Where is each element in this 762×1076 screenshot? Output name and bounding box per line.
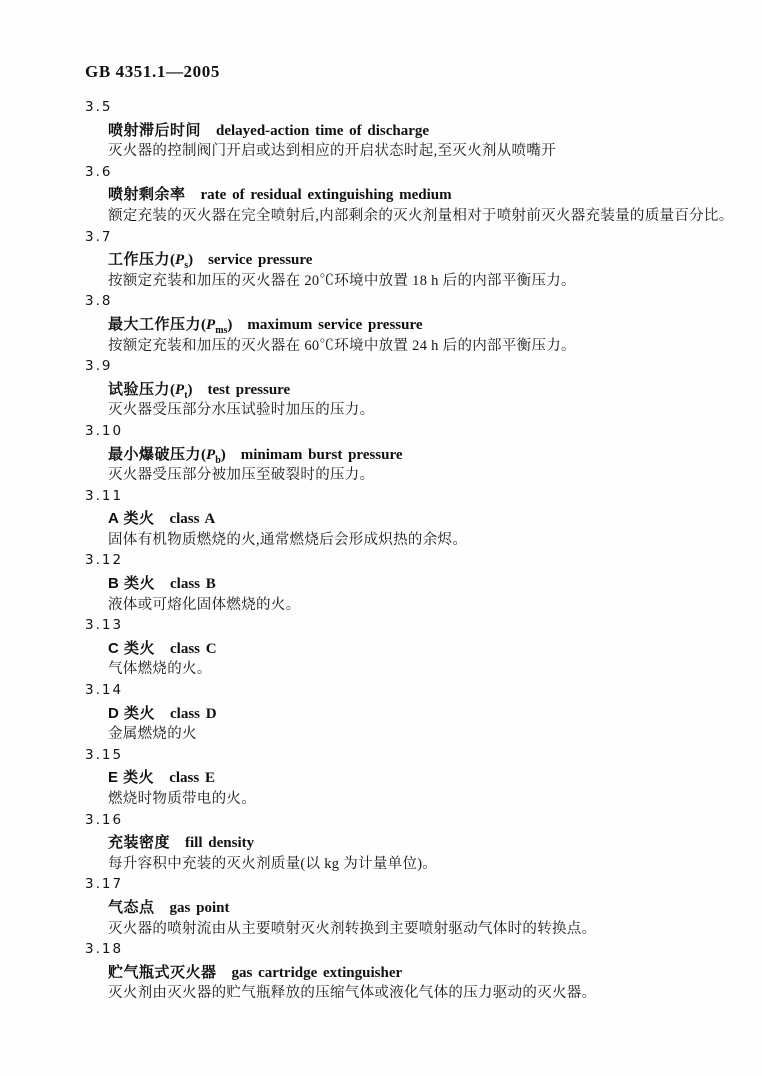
symbol-open-paren: ( [201,446,207,463]
symbol-base: P [206,316,216,333]
symbol-close-paren: ) [187,381,193,398]
term-line [85,445,735,466]
term-line [85,768,735,789]
definition-section [85,810,735,875]
definition-text: 灭火器的控制阀门开启或达到相应的开启状态时起,至灭火剂从喷嘴开 [108,143,556,160]
term-symbol [170,252,194,272]
term-en: class A [169,511,216,528]
term-zh: C 类火 [108,639,156,657]
definitions-list [85,97,735,1004]
symbol-open-paren: ( [170,381,176,398]
symbol-base: P [206,446,216,463]
section-number: 3.10 [85,422,124,439]
definition-section [85,615,735,680]
term-line [85,250,735,271]
definition-section [85,227,735,292]
symbol-sub: t [184,389,188,401]
term-symbol [201,316,233,336]
definition-section [85,356,735,421]
term-zh: 最大工作压力 [108,315,202,333]
section-number: 3.14 [85,682,124,699]
term-zh: A 类火 [108,510,155,528]
section-number: 3.15 [85,746,124,763]
term-zh: E 类火 [108,769,155,787]
term-line [85,833,735,854]
symbol-close-paren: ) [227,316,233,333]
section-number: 3.16 [85,811,124,828]
section-number: 3.9 [85,358,113,375]
standard-number-header: GB 4351.1—2005 [85,62,220,81]
symbol-sub: s [184,260,189,272]
section-number: 3.11 [85,487,124,504]
definition-text: 灭火器的喷射流由从主要喷射灭火剂转换到主要喷射驱动气体时的转换点。 [108,920,597,937]
term-en: class D [170,705,217,722]
section-number: 3.13 [85,617,124,634]
symbol-close-paren: ) [220,446,226,463]
term-zh: 试验压力 [108,380,171,398]
term-en: class B [170,576,216,593]
definition-text: 每升容积中充装的灭火剂质量(以 kg 为计量单位)。 [108,855,438,872]
definition-text: 灭火器受压部分水压试验时加压的压力。 [108,402,375,419]
section-number: 3.8 [85,293,113,310]
term-zh: 充装密度 [108,834,171,852]
section-number: 3.18 [85,941,124,958]
term-zh: 气态点 [108,898,155,916]
term-line [85,963,735,984]
definition-text: 按额定充装和加压的灭火器在 60℃环境中放置 24 h 后的内部平衡压力。 [108,337,576,354]
symbol-base: P [175,252,185,269]
definition-text: 灭火器受压部分被加压至破裂时的压力。 [108,467,375,484]
definition-section [85,291,735,356]
section-number: 3.17 [85,876,124,893]
term-zh: 贮气瓶式灭火器 [108,963,217,981]
term-line [85,315,735,336]
section-number: 3.7 [85,228,113,245]
symbol-open-paren: ( [201,316,207,333]
section-number: 3.6 [85,163,113,180]
term-en: delayed-action time of discharge [216,122,430,139]
term-line [85,639,735,660]
definition-section [85,550,735,615]
symbol-close-paren: ) [188,252,194,269]
definition-text: 按额定充装和加压的灭火器在 20℃环境中放置 18 h 后的内部平衡压力。 [108,272,576,289]
term-symbol [201,446,226,466]
definition-text: 固体有机物质燃烧的火,通常燃烧后会形成炽热的余烬。 [108,531,468,548]
term-zh: B 类火 [108,575,156,593]
term-en: class E [169,770,215,787]
term-zh: 喷射滞后时间 [108,121,202,139]
definition-section [85,97,735,162]
term-line [85,380,735,401]
section-number: 3.12 [85,552,124,569]
term-zh: 工作压力 [108,251,171,269]
definition-section [85,874,735,939]
definition-section [85,421,735,486]
term-zh: D 类火 [108,704,156,722]
term-en: rate of residual extinguishing medium [200,187,452,204]
symbol-open-paren: ( [170,252,176,269]
term-line [85,509,735,530]
symbol-sub: ms [215,324,228,336]
term-line [85,704,735,725]
definition-text: 气体燃烧的火。 [108,661,212,678]
term-en: minimam burst pressure [240,446,403,463]
definition-section [85,745,735,810]
definition-section [85,162,735,227]
term-line [85,898,735,919]
term-en: maximum service pressure [247,316,423,333]
term-zh: 最小爆破压力 [108,445,202,463]
definition-text: 金属燃烧的火 [108,726,197,743]
term-en: fill density [185,835,255,852]
definition-section [85,486,735,551]
section-number: 3.5 [85,99,113,115]
term-en: gas cartridge extinguisher [231,964,403,981]
definition-section [85,939,735,1004]
term-en: test pressure [207,381,291,398]
term-zh: 喷射剩余率 [108,186,186,204]
term-en: class C [170,640,217,657]
definition-section [85,680,735,745]
term-en: gas point [169,899,230,916]
definition-text: 灭火剂由灭火器的贮气瓶释放的压缩气体或液化气体的压力驱动的灭火器。 [108,985,597,1002]
definition-text: 液体或可熔化固体燃烧的火。 [108,596,301,613]
term-line [85,574,735,595]
term-symbol [170,381,193,401]
definition-text: 额定充装的灭火器在完全喷射后,内部剩余的灭火剂量相对于喷射前灭火器充装量的质量百分比。 [108,207,734,224]
term-en: service pressure [208,252,313,269]
term-line [85,185,735,206]
symbol-base: P [175,381,185,398]
definition-text: 燃烧时物质带电的火。 [108,791,256,807]
symbol-sub: b [215,454,221,466]
term-line [85,121,735,142]
